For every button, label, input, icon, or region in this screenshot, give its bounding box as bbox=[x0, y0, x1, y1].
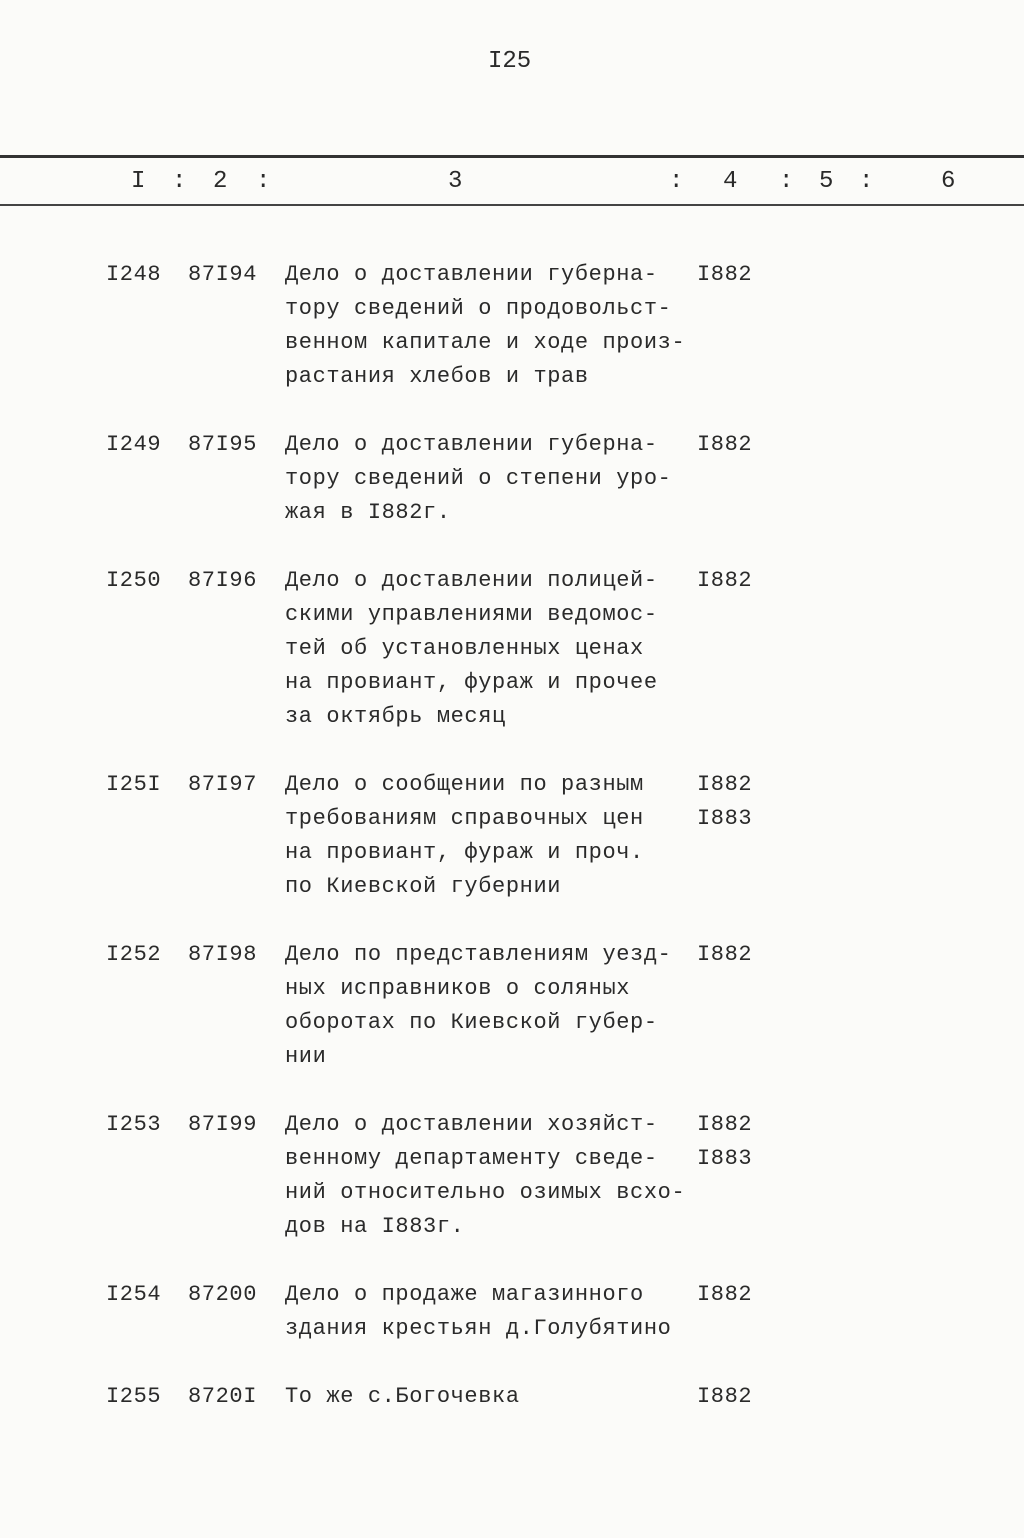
title-line: за октябрь месяц bbox=[285, 704, 506, 729]
inventory-entry bbox=[0, 768, 1024, 904]
year: I882 bbox=[697, 262, 753, 287]
entry-title bbox=[285, 938, 695, 1074]
year: I883 bbox=[697, 806, 753, 831]
title-line: здания крестьян д.Голубятино bbox=[285, 1316, 672, 1341]
title-line: тору сведений о степени уро- bbox=[285, 466, 672, 491]
title-line: на провиант, фураж и проч. bbox=[285, 840, 644, 865]
title-line: То же с.Богочевка bbox=[285, 1384, 520, 1409]
year: I882 bbox=[697, 1384, 753, 1409]
title-line: дов на I883г. bbox=[285, 1214, 465, 1239]
entry-years bbox=[697, 564, 752, 598]
column-header-2: 2 bbox=[213, 168, 228, 195]
entry-title bbox=[285, 258, 695, 394]
title-line: тору сведений о продовольст- bbox=[285, 296, 672, 321]
inventory-entry bbox=[0, 258, 1024, 394]
title-line: нии bbox=[285, 1044, 327, 1069]
file-code: 87I97 bbox=[188, 772, 258, 797]
entry-title bbox=[285, 1108, 695, 1244]
file-code: 87I99 bbox=[188, 1112, 258, 1137]
title-line: Дело о доставлении хозяйст- bbox=[285, 1112, 658, 1137]
title-line: по Киевской губернии bbox=[285, 874, 562, 899]
title-line: Дело о сообщении по разным bbox=[285, 772, 644, 797]
header-top-rule bbox=[0, 155, 1024, 158]
year: I883 bbox=[697, 1146, 753, 1171]
entry-number: I253 bbox=[106, 1112, 162, 1137]
column-separator: : bbox=[172, 168, 187, 195]
inventory-entry bbox=[0, 1108, 1024, 1244]
title-line: венному департаменту сведе- bbox=[285, 1146, 658, 1171]
column-separator: : bbox=[256, 168, 271, 195]
entry-years bbox=[697, 1278, 752, 1312]
title-line: ных исправников о соляных bbox=[285, 976, 631, 1001]
title-line: Дело о доставлении губерна- bbox=[285, 432, 658, 457]
entry-number: I252 bbox=[106, 942, 162, 967]
title-line: скими управлениями ведомос- bbox=[285, 602, 658, 627]
entry-years bbox=[697, 768, 752, 836]
inventory-entry bbox=[0, 428, 1024, 530]
inventory-entry bbox=[0, 1380, 1024, 1414]
inventory-entry bbox=[0, 1278, 1024, 1346]
file-code: 87I95 bbox=[188, 432, 258, 457]
header-bottom-rule bbox=[0, 204, 1024, 206]
title-line: ний относительно озимых всхо- bbox=[285, 1180, 686, 1205]
file-code: 87200 bbox=[188, 1282, 258, 1307]
column-separator: : bbox=[859, 168, 874, 195]
title-line: Дело о доставлении губерна- bbox=[285, 262, 658, 287]
entry-title bbox=[285, 1278, 695, 1346]
entry-number: I25I bbox=[106, 772, 162, 797]
page-number: I25 bbox=[488, 48, 532, 75]
file-code: 87I98 bbox=[188, 942, 258, 967]
entry-years bbox=[697, 258, 752, 292]
title-line: Дело о продаже магазинного bbox=[285, 1282, 644, 1307]
entry-number: I248 bbox=[106, 262, 162, 287]
year: I882 bbox=[697, 432, 753, 457]
column-header-6: 6 bbox=[941, 168, 956, 195]
entry-number: I249 bbox=[106, 432, 162, 457]
inventory-list bbox=[0, 258, 1024, 1448]
entry-title bbox=[285, 428, 695, 530]
column-header-5: 5 bbox=[819, 168, 834, 195]
column-header-4: 4 bbox=[723, 168, 738, 195]
file-code: 8720I bbox=[188, 1384, 258, 1409]
entry-number: I255 bbox=[106, 1384, 162, 1409]
column-separator: : bbox=[779, 168, 794, 195]
title-line: требованиям справочных цен bbox=[285, 806, 644, 831]
entry-years bbox=[697, 938, 752, 972]
column-separator: : bbox=[669, 168, 684, 195]
title-line: Дело о доставлении полицей- bbox=[285, 568, 658, 593]
entry-years bbox=[697, 1380, 752, 1414]
title-line: на провиант, фураж и прочее bbox=[285, 670, 658, 695]
year: I882 bbox=[697, 1282, 753, 1307]
title-line: оборотах по Киевской губер- bbox=[285, 1010, 658, 1035]
file-code: 87I94 bbox=[188, 262, 258, 287]
column-header-3: 3 bbox=[448, 168, 463, 195]
entry-title bbox=[285, 564, 695, 734]
column-header-1: I bbox=[131, 168, 146, 195]
year: I882 bbox=[697, 568, 753, 593]
inventory-entry bbox=[0, 938, 1024, 1074]
entry-number: I250 bbox=[106, 568, 162, 593]
title-line: венном капитале и ходе произ- bbox=[285, 330, 686, 355]
year: I882 bbox=[697, 942, 753, 967]
entry-years bbox=[697, 428, 752, 462]
entry-years bbox=[697, 1108, 752, 1176]
title-line: Дело по представлениям уезд- bbox=[285, 942, 672, 967]
inventory-entry bbox=[0, 564, 1024, 734]
title-line: жая в I882г. bbox=[285, 500, 451, 525]
entry-number: I254 bbox=[106, 1282, 162, 1307]
title-line: растания хлебов и трав bbox=[285, 364, 589, 389]
title-line: тей об установленных ценах bbox=[285, 636, 644, 661]
entry-title bbox=[285, 768, 695, 904]
year: I882 bbox=[697, 772, 753, 797]
entry-title bbox=[285, 1380, 695, 1414]
file-code: 87I96 bbox=[188, 568, 258, 593]
year: I882 bbox=[697, 1112, 753, 1137]
